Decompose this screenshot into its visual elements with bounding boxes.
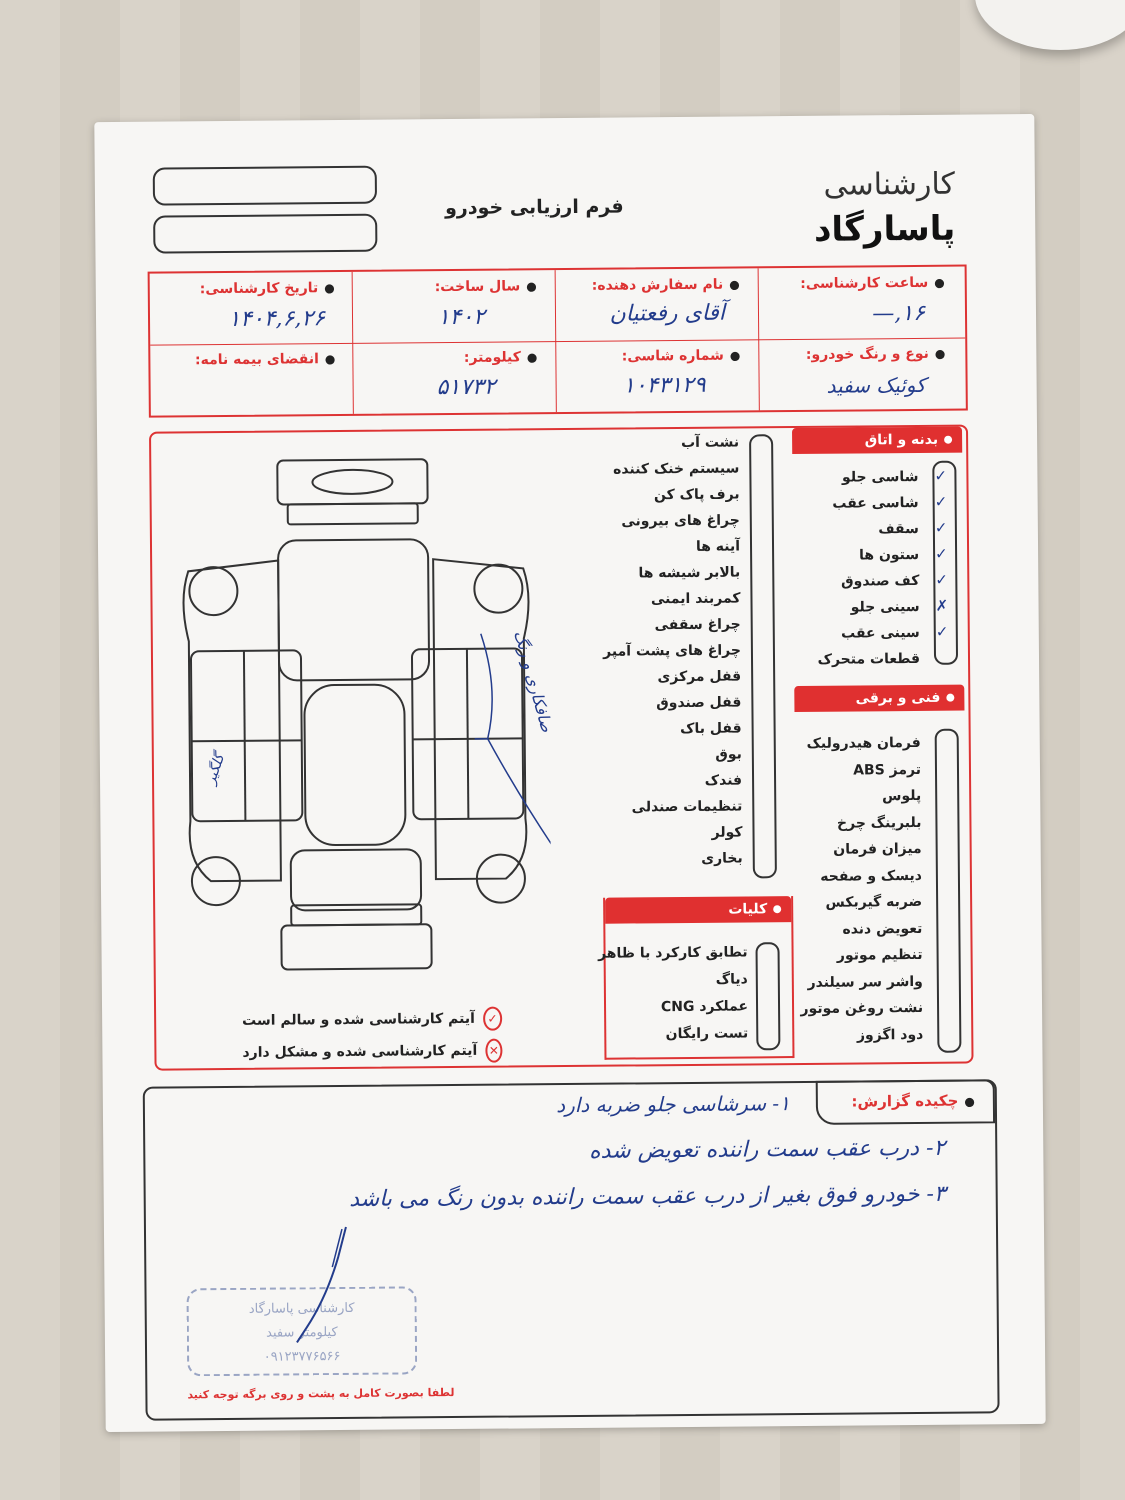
value-year: ۱۴۰۲ xyxy=(437,304,486,331)
body-item: سینی عقب xyxy=(841,624,920,642)
body-item: شاسی عقب xyxy=(832,494,919,512)
evaluation-form xyxy=(94,114,1045,1432)
middle-item: سیستم خنک کننده xyxy=(613,460,740,478)
tech-items xyxy=(791,735,924,1054)
general-header xyxy=(605,896,791,924)
label-customer: ● نام سفارش دهنده: xyxy=(592,277,740,294)
body-item: ستون ها xyxy=(858,546,920,564)
tech-item: ترمز ABS xyxy=(853,761,922,779)
middle-checklist xyxy=(599,434,783,886)
form-title: فرم ارزیابی خودرو xyxy=(444,195,624,220)
value-date: ۱۴۰۴,۶,۲۶ xyxy=(228,306,326,332)
general-checkbox-column[interactable] xyxy=(755,942,780,1050)
general-title: کلیات xyxy=(728,901,768,918)
summary-box xyxy=(143,1079,1000,1420)
summary-line-3: ۳- خودرو فوق بغیر از درب عقب سمت راننده بدون رنگ می باشد xyxy=(349,1181,946,1212)
tech-item: میزان فرمان xyxy=(833,840,922,858)
middle-item: تنظیمات صندلی xyxy=(631,798,743,816)
middle-item: کمربند ایمنی xyxy=(650,590,741,608)
diagram-note-door: صافکاری و رنگ xyxy=(510,628,557,735)
brand-line2: پاسارگاد xyxy=(813,208,956,250)
summary-line-2: ۲- درب عقب سمت راننده تعویض شده xyxy=(588,1135,946,1164)
tech-item: بلبرینگ چرخ xyxy=(836,814,922,832)
summary-line-1: ۱- سرشاسی جلو ضربه دارد xyxy=(556,1091,790,1118)
body-item: کف صندوق xyxy=(841,572,920,590)
info-grid xyxy=(148,265,968,418)
blank-box-1 xyxy=(153,166,377,206)
label-chassis: ● شماره شاسی: xyxy=(622,347,741,364)
body-header xyxy=(792,427,962,454)
tech-section xyxy=(794,685,967,1056)
brand-line1: کارشناسی xyxy=(823,166,956,203)
tech-item: فرمان هیدرولیک xyxy=(806,734,921,752)
label-km: ● کیلومتر: xyxy=(464,349,538,366)
tech-item: نشت روغن موتور xyxy=(800,999,924,1017)
legend-issue: آیتم کارشناسی شده و مشکل دارد xyxy=(242,1042,478,1061)
summary-title: ● چکیده گزارش: xyxy=(851,1091,975,1110)
body-section xyxy=(792,427,964,668)
general-item: تست رایگان xyxy=(665,1025,749,1043)
middle-item: چراغ های پشت آمپر xyxy=(603,642,742,660)
value-time: ۱۶,— xyxy=(872,300,926,327)
tech-title: فنی و برقی xyxy=(855,689,941,707)
stamp-line-1: کارشناسی پاسارگاد xyxy=(248,1300,355,1317)
body-items xyxy=(798,469,920,678)
body-item: قطعات متحرک xyxy=(817,650,921,668)
body-item: شاسی جلو xyxy=(841,468,919,486)
middle-item: چراغ های بیرونی xyxy=(621,512,740,530)
footer-note: لطفا بصورت کامل به پشت و روی برگه توجه کنید xyxy=(187,1386,455,1402)
general-section xyxy=(597,896,794,1060)
middle-item: نشت آب xyxy=(680,434,740,452)
tech-item: ضربه گیربکس xyxy=(825,893,923,911)
middle-item: فندک xyxy=(704,772,743,789)
label-date: ● تاریخ کارشناسی: xyxy=(200,280,335,297)
middle-item: بالابر شیشه ها xyxy=(638,564,741,582)
middle-item: قفل صندوق xyxy=(656,694,742,712)
general-item: دیاگ xyxy=(715,971,748,988)
label-car-type: ● نوع و رنگ خودرو: xyxy=(806,346,946,363)
value-km: ۵۱۷۳۲ xyxy=(436,374,496,401)
diagram-note-left: گلگیر xyxy=(202,751,229,787)
signature xyxy=(266,1217,367,1348)
value-chassis: ۱۰۴۳۱۲۹ xyxy=(622,372,706,399)
middle-item: آینه ها xyxy=(695,538,741,555)
tech-item: واشر سر سیلندر xyxy=(807,973,923,991)
value-car-type: کوئیک سفید xyxy=(826,372,926,398)
tech-item: پلوس xyxy=(882,787,922,805)
stamp-line-3: ۰۹۱۲۳۷۷۶۵۶۶ xyxy=(263,1349,341,1365)
middle-checkbox-column[interactable] xyxy=(749,434,777,878)
general-item: تطابق کارکرد با ظاهر xyxy=(597,944,748,962)
car-diagram xyxy=(167,438,552,1001)
label-time: ● ساعت کارشناسی: xyxy=(800,275,945,292)
general-items xyxy=(597,944,749,1053)
tech-checkbox-column[interactable] xyxy=(935,729,962,1053)
middle-item: قفل مرکزی xyxy=(657,668,742,686)
tech-item: دیسک و صفحه xyxy=(820,867,922,885)
middle-item: کولر xyxy=(711,824,743,841)
tech-item: تعویض دنده xyxy=(842,920,923,938)
check-legend-icon: ✓ xyxy=(483,1007,502,1031)
middle-item: بوق xyxy=(715,746,742,763)
stamp-line-2: کیلومتر سفید xyxy=(266,1325,338,1341)
body-item: سقف xyxy=(878,520,919,538)
label-year: ● سال ساخت: xyxy=(435,278,537,295)
tech-item: تنظیم موتور xyxy=(836,946,923,964)
cross-legend-icon: ✕ xyxy=(485,1039,502,1063)
general-item: عملکرد CNG xyxy=(660,998,749,1016)
middle-item: چراغ سقفی xyxy=(654,616,741,634)
middle-item: بخاری xyxy=(701,850,743,867)
legend xyxy=(242,1007,502,1065)
blank-box-2 xyxy=(153,214,377,254)
middle-item: قفل باک xyxy=(680,720,742,738)
tech-item: دود اگزوز xyxy=(856,1026,924,1044)
legend-ok: آیتم کارشناسی شده و سالم است xyxy=(242,1010,475,1029)
middle-items xyxy=(589,435,743,878)
body-item: سینی جلو xyxy=(850,598,920,616)
body-checkmarks: ✓ ✓ ✓ ✓ ✓ ✗ ✓ xyxy=(934,466,949,641)
body-title: بدنه و اتاق xyxy=(864,431,939,449)
middle-item: برف پاک کن xyxy=(653,486,740,504)
label-insurance: ● انقضای بیمه نامه: xyxy=(195,351,336,368)
value-customer: آقای رفعتیان xyxy=(609,300,726,327)
tech-header xyxy=(794,685,964,712)
